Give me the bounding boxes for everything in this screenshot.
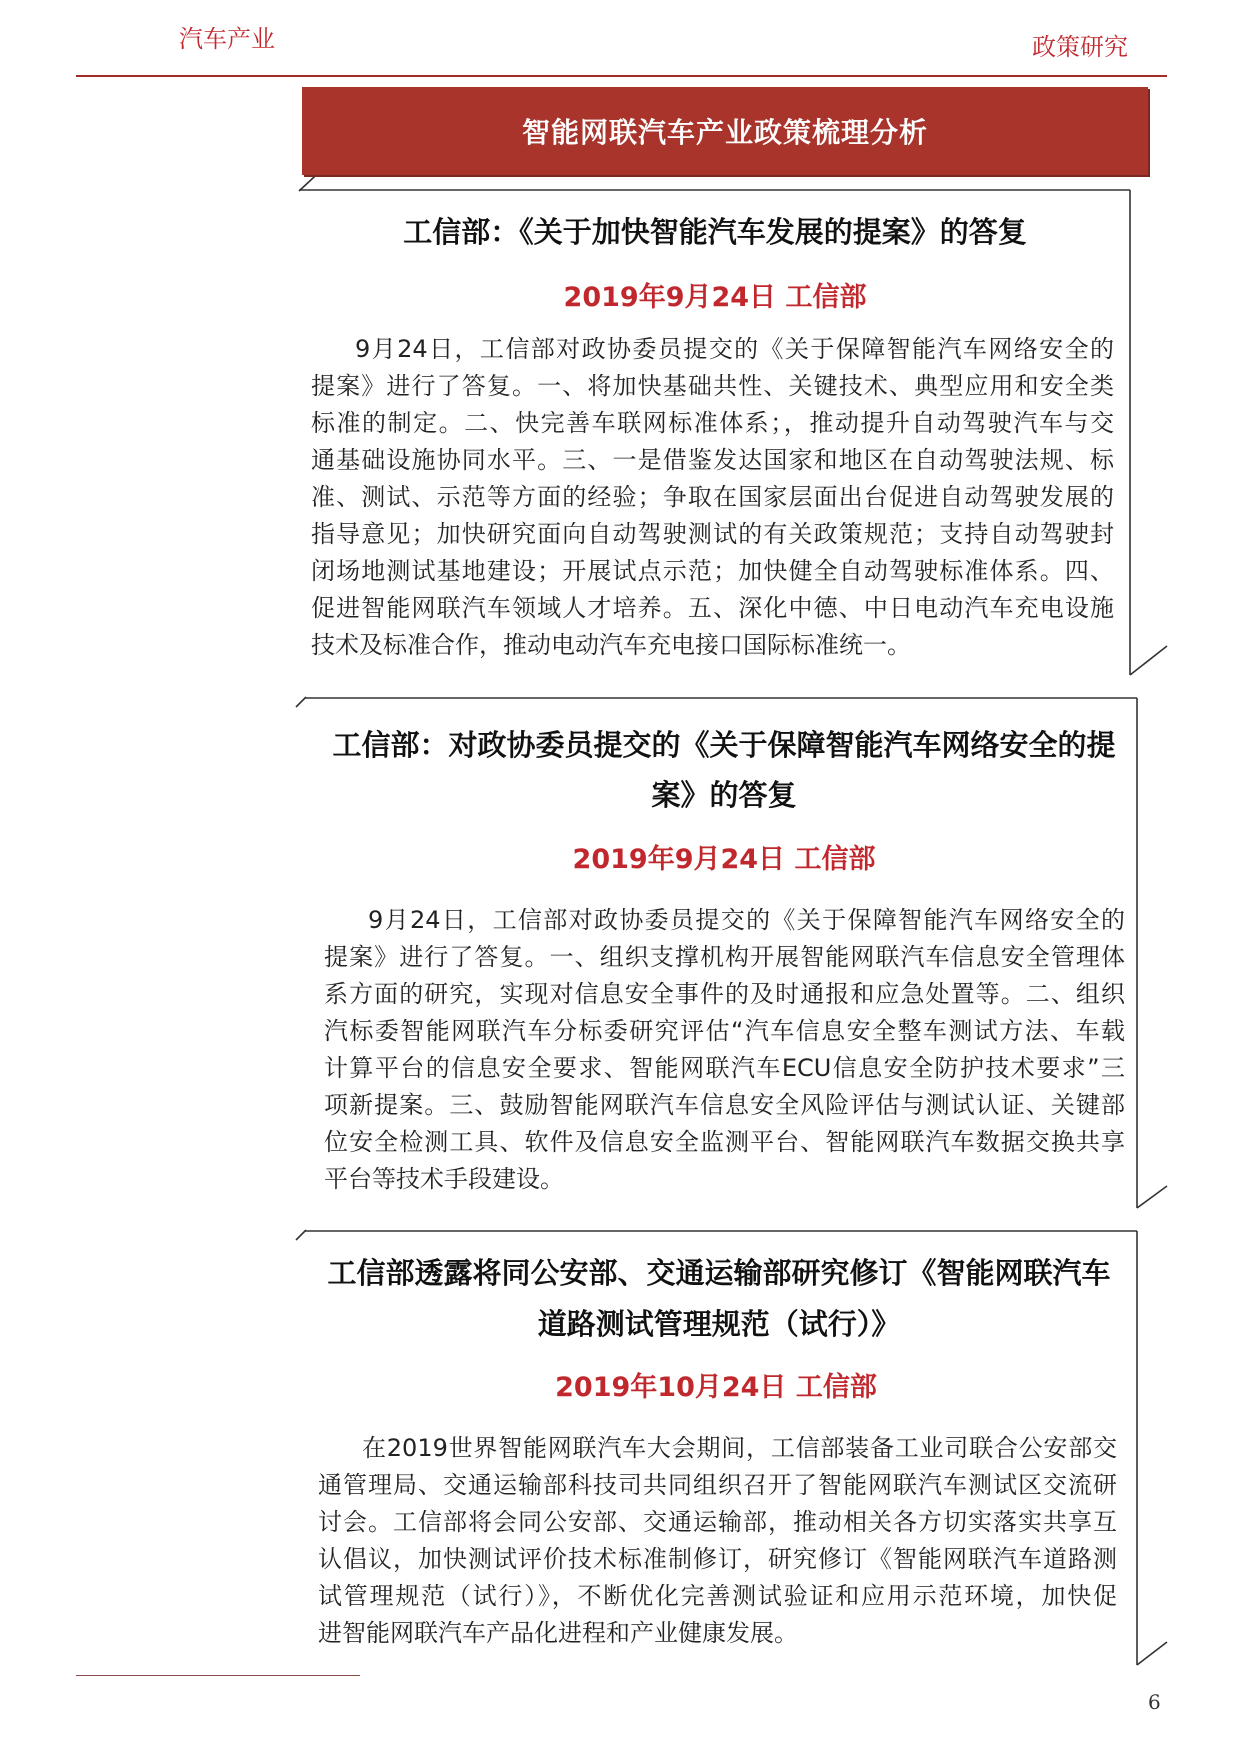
paragraph-line: 促进智能网联汽车领域人才培养。五、深化中德、中日电动汽车充电设施 bbox=[311, 594, 1114, 622]
section-heading bbox=[310, 211, 1120, 253]
section-paragraph bbox=[318, 1430, 1117, 1652]
section-paragraph bbox=[324, 902, 1125, 1198]
header-industry-label: 汽车产业 bbox=[179, 25, 275, 53]
paragraph-line: 闭场地测试基地建设；开展试点示范；加快健全自动驾驶标准体系。四、 bbox=[311, 557, 1114, 585]
section-heading bbox=[319, 1248, 1119, 1350]
paragraph-line: 准、测试、示范等方面的经验；争取在国家层面出台促进自动驾驶发展的 bbox=[311, 483, 1114, 511]
section-3-bottom-fold bbox=[1137, 1642, 1167, 1665]
paragraph-line: 指导意见；加快研究面向自动驾驶测试的有关政策规范；支持自动驾驶封 bbox=[311, 520, 1114, 548]
section-date: 2019年9月24日 工信部 bbox=[563, 282, 867, 313]
paragraph-line: 进智能网联汽车产品化进程和产业健康发展。 bbox=[318, 1619, 798, 1647]
paragraph-line: 计算平台的信息安全要求、智能网联汽车ECU信息安全防护技术要求”三 bbox=[324, 1054, 1125, 1082]
section-1-bottom-fold bbox=[1130, 646, 1167, 675]
paragraph-line: 讨会。工信部将会同公安部、交通运输部，推动相关各方切实落实共享互 bbox=[318, 1508, 1117, 1536]
section-heading-line: 工信部透露将同公安部、交通运输部研究修订《智能网联汽车 bbox=[327, 1256, 1111, 1290]
section-heading-line: 案》的答复 bbox=[651, 778, 797, 812]
paragraph-line: 9月24日，工信部对政协委员提交的《关于保障智能汽车网络安全的 bbox=[368, 906, 1125, 934]
section-heading bbox=[324, 720, 1124, 820]
paragraph-line: 通基础设施协同水平。三、一是借鉴发达国家和地区在自动驾驶法规、标 bbox=[311, 446, 1114, 474]
paragraph-line: 标准的制定。二、快完善车联网标准体系；，推动提升自动驾驶汽车与交 bbox=[311, 409, 1114, 437]
banner-title: 智能网联汽车产业政策梳理分析 bbox=[521, 116, 928, 149]
section-date: 2019年10月24日 工信部 bbox=[555, 1372, 877, 1403]
paragraph-line: 提案》进行了答复。一、组织支撑机构开展智能网联汽车信息安全管理体 bbox=[324, 943, 1125, 971]
paragraph-line: 位安全检测工具、软件及信息安全监测平台、智能网联汽车数据交换共享 bbox=[324, 1128, 1125, 1156]
paragraph-line: 在2019世界智能网联汽车大会期间，工信部装备工业司联合公安部交 bbox=[362, 1434, 1117, 1462]
section-2-bottom-fold bbox=[1137, 1186, 1167, 1208]
section-2-corner-fold bbox=[296, 697, 306, 707]
paragraph-line: 技术及标准合作，推动电动汽车充电接口国际标准统一。 bbox=[311, 631, 911, 659]
section-heading-line: 工信部：对政协委员提交的《关于保障智能汽车网络安全的提 bbox=[332, 728, 1116, 762]
paragraph-line: 平台等技术手段建设。 bbox=[324, 1165, 564, 1193]
section-heading-line: 道路测试管理规范（试行）》 bbox=[537, 1307, 901, 1341]
paragraph-line: 试管理规范（试行）》，不断优化完善测试验证和应用示范环境，加快促 bbox=[318, 1582, 1117, 1610]
section-date: 2019年9月24日 工信部 bbox=[572, 844, 876, 875]
paragraph-line: 系方面的研究，实现对信息安全事件的及时通报和应急处置等。二、组织 bbox=[324, 980, 1125, 1008]
paragraph-line: 9月24日，工信部对政协委员提交的《关于保障智能汽车网络安全的 bbox=[355, 335, 1114, 363]
paragraph-line: 提案》进行了答复。一、将加快基础共性、关键技术、典型应用和安全类 bbox=[311, 372, 1114, 400]
paragraph-line: 通管理局、交通运输部科技司共同组织召开了智能网联汽车测试区交流研 bbox=[318, 1471, 1117, 1499]
section-paragraph bbox=[311, 331, 1114, 664]
paragraph-line: 认倡议，加快测试评价技术标准制修订，研究修订《智能网联汽车道路测 bbox=[318, 1545, 1117, 1573]
section-heading-line: 工信部：《关于加快智能汽车发展的提案》的答复 bbox=[403, 215, 1027, 249]
page-number: 6 bbox=[1148, 1690, 1161, 1714]
header-category-label: 政策研究 bbox=[1032, 33, 1128, 61]
paragraph-line: 项新提案。三、鼓励智能网联汽车信息安全风险评估与测试认证、关键部 bbox=[324, 1091, 1125, 1119]
footer-rule bbox=[76, 1675, 360, 1676]
section-3-corner-fold bbox=[296, 1230, 306, 1240]
title-banner bbox=[302, 87, 1148, 175]
paragraph-line: 汽标委智能网联汽车分标委研究评估“汽车信息安全整车测试方法、车载 bbox=[324, 1017, 1125, 1045]
